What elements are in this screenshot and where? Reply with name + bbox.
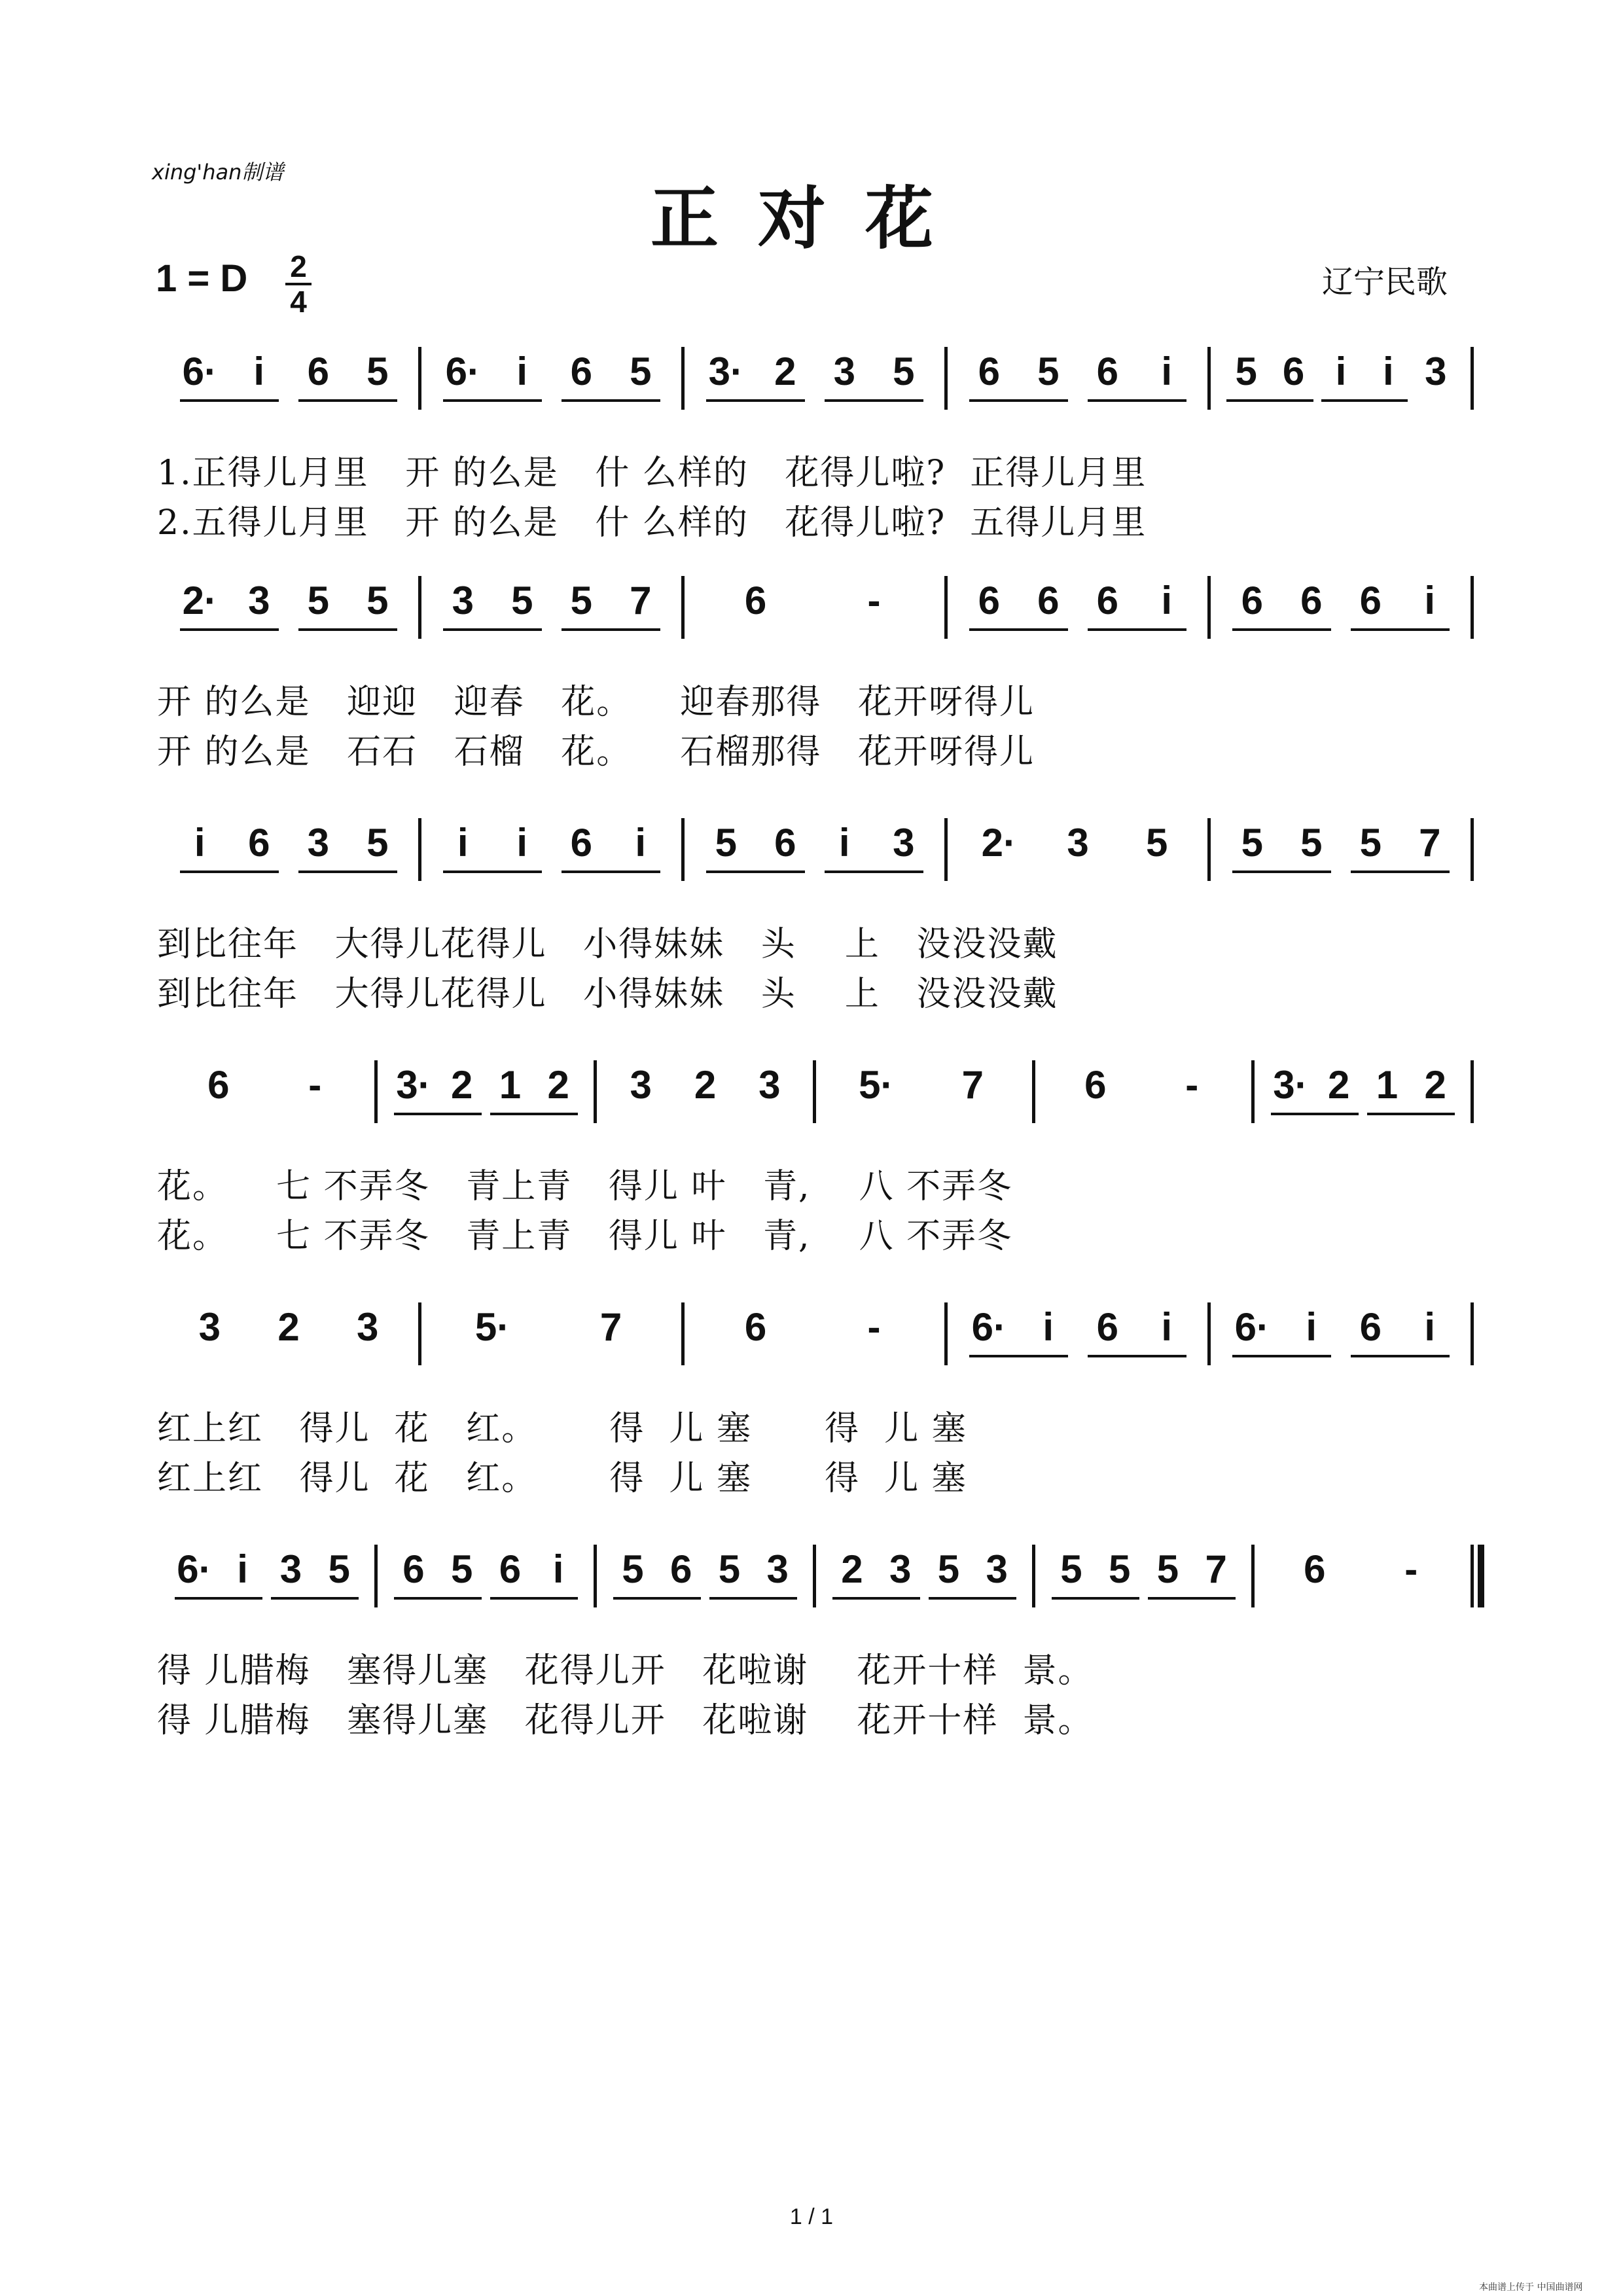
- beam-line: [298, 870, 397, 873]
- beam-line: [443, 399, 542, 402]
- note: 3: [307, 821, 329, 865]
- note: 6: [1304, 1547, 1326, 1591]
- lyrics-verse-1: 1.正得儿月里 开 的么是 什 么样的 花得儿啦? 正得儿月里: [157, 454, 1147, 493]
- note: 2: [450, 1063, 473, 1107]
- bar-line: [418, 576, 421, 639]
- beam-line: [298, 399, 397, 402]
- note: i: [1043, 1305, 1054, 1349]
- lyrics-verse-1: 红上红 得儿 花 红。 得 儿 塞 得 儿 塞: [157, 1409, 967, 1448]
- note: i: [253, 350, 265, 393]
- note: 5: [1060, 1547, 1082, 1591]
- beam-line: [1088, 399, 1186, 402]
- beam-line: [1232, 870, 1331, 873]
- bar-line: [1251, 1060, 1255, 1123]
- note: 6: [307, 350, 329, 393]
- beam-line: [1232, 628, 1331, 631]
- note: -: [867, 1305, 881, 1349]
- note: i: [457, 821, 469, 865]
- note: 3·: [1273, 1063, 1308, 1107]
- final-bar-line: [1478, 1545, 1484, 1607]
- note: 2: [1424, 1063, 1446, 1107]
- note: 3: [630, 1063, 652, 1107]
- note: 6: [744, 1305, 767, 1349]
- note: 5·: [859, 1063, 894, 1107]
- bar-line: [1471, 576, 1474, 639]
- note: i: [838, 821, 850, 865]
- beam-line: [706, 399, 805, 402]
- beam-line: [562, 399, 660, 402]
- note: 5: [718, 1547, 741, 1591]
- bar-line: [1471, 1060, 1474, 1123]
- note: 2: [547, 1063, 569, 1107]
- bar-line: [813, 1545, 816, 1607]
- bar-line: [944, 576, 948, 639]
- note: 5: [1145, 821, 1168, 865]
- bar-line: [1207, 347, 1211, 410]
- bar-line: [944, 818, 948, 881]
- note: 6: [978, 350, 1000, 393]
- bar-line: [681, 1302, 685, 1365]
- bar-line: [681, 347, 685, 410]
- beam-line: [394, 1597, 482, 1600]
- beam-line: [929, 1597, 1016, 1600]
- lyrics-verse-1: 到比往年 大得儿花得儿 小得妹妹 头 上 没没没戴: [157, 925, 1058, 964]
- note: 3: [893, 821, 915, 865]
- note: 5: [450, 1547, 473, 1591]
- beam-line: [825, 399, 923, 402]
- beam-line: [969, 628, 1068, 631]
- note: 5: [937, 1547, 960, 1591]
- note: i: [516, 821, 528, 865]
- beam-line: [706, 870, 805, 873]
- bar-line: [944, 1302, 948, 1365]
- beam-line: [832, 1597, 920, 1600]
- song-title: 正对花: [650, 178, 972, 259]
- bar-line: [1032, 1060, 1035, 1123]
- note: 2: [277, 1305, 300, 1349]
- note: i: [1383, 350, 1394, 393]
- beam-line: [443, 870, 542, 873]
- note: 6: [744, 579, 767, 622]
- note: 5: [366, 350, 389, 393]
- note: 6: [207, 1063, 230, 1107]
- notation-row: [0, 1545, 1623, 1623]
- note: 6·: [177, 1547, 212, 1591]
- note: 3: [452, 579, 474, 622]
- note: i: [1335, 350, 1347, 393]
- note: 3: [248, 579, 270, 622]
- note: 6: [248, 821, 270, 865]
- beam-line: [175, 1597, 262, 1600]
- note: i: [1424, 579, 1436, 622]
- beam-line: [298, 628, 397, 631]
- note: 5: [1156, 1547, 1179, 1591]
- bar-line: [374, 1545, 378, 1607]
- note: i: [516, 350, 528, 393]
- note: 6: [978, 579, 1000, 622]
- note: 6: [1359, 1305, 1382, 1349]
- note: 6·: [1234, 1305, 1270, 1349]
- note: 6: [669, 1547, 692, 1591]
- note: i: [1424, 1305, 1436, 1349]
- note: -: [1185, 1063, 1199, 1107]
- beam-line: [1052, 1597, 1139, 1600]
- note: 2: [841, 1547, 863, 1591]
- bar-line: [594, 1060, 597, 1123]
- beam-line: [443, 628, 542, 631]
- bar-line: [1207, 818, 1211, 881]
- note: 2: [1327, 1063, 1350, 1107]
- bar-line: [1471, 818, 1474, 881]
- note: 5: [715, 821, 737, 865]
- lyrics-verse-1: 开 的么是 迎迎 迎春 花。 迎春那得 花开呀得儿: [157, 683, 1035, 722]
- note: 3: [356, 1305, 379, 1349]
- note: 3·: [396, 1063, 431, 1107]
- notation-row: [0, 818, 1623, 897]
- note: 5: [622, 1547, 644, 1591]
- note: 3: [279, 1547, 302, 1591]
- lyrics-verse-1: 得 儿腊梅 塞得儿塞 花得儿开 花啦谢 花开十样 景。: [157, 1651, 1094, 1691]
- lyrics-verse-2: 红上红 得儿 花 红。 得 儿 塞 得 儿 塞: [157, 1459, 967, 1498]
- note: i: [635, 821, 647, 865]
- beam-line: [969, 1355, 1068, 1357]
- beam-line: [1351, 628, 1450, 631]
- note: 3: [833, 350, 855, 393]
- beam-line: [1351, 870, 1450, 873]
- bar-line: [1032, 1545, 1035, 1607]
- note: 3: [766, 1547, 789, 1591]
- note: 6: [570, 821, 592, 865]
- note: i: [1161, 1305, 1173, 1349]
- note: 7: [961, 1063, 984, 1107]
- beam-line: [1321, 399, 1408, 402]
- bar-line: [681, 576, 685, 639]
- note: i: [1161, 350, 1173, 393]
- bar-line: [1471, 1545, 1474, 1607]
- note: 6: [774, 821, 796, 865]
- note: 6: [1084, 1063, 1107, 1107]
- beam-line: [1088, 628, 1186, 631]
- note: 5: [1108, 1547, 1131, 1591]
- note: 5: [328, 1547, 350, 1591]
- bar-line: [1207, 576, 1211, 639]
- beam-line: [1367, 1113, 1455, 1115]
- note: 7: [630, 579, 652, 622]
- bar-line: [944, 347, 948, 410]
- note: 6: [1096, 350, 1118, 393]
- bar-line: [1207, 1302, 1211, 1365]
- note: 2: [694, 1063, 717, 1107]
- bar-line: [1251, 1545, 1255, 1607]
- upload-note: 本曲谱上传于 中国曲谱网: [1479, 2282, 1583, 2293]
- note: 7: [1419, 821, 1441, 865]
- beam-line: [825, 870, 923, 873]
- lyrics-verse-2: 得 儿腊梅 塞得儿塞 花得儿开 花啦谢 花开十样 景。: [157, 1701, 1094, 1740]
- bar-line: [1471, 1302, 1474, 1365]
- note: 7: [1205, 1547, 1227, 1591]
- note: -: [308, 1063, 322, 1107]
- bar-line: [418, 1302, 421, 1365]
- beam-line: [1226, 399, 1313, 402]
- note: 3: [889, 1547, 912, 1591]
- note: 7: [599, 1305, 622, 1349]
- note: 3: [1067, 821, 1089, 865]
- meter-bottom: 4: [290, 285, 307, 319]
- note: 5: [1359, 821, 1382, 865]
- bar-line: [594, 1545, 597, 1607]
- lyrics-verse-2: 到比往年 大得儿花得儿 小得妹妹 头 上 没没没戴: [157, 975, 1058, 1014]
- note: 5: [366, 821, 389, 865]
- beam-line: [271, 1597, 359, 1600]
- note: 2·: [182, 579, 217, 622]
- note: 2: [774, 350, 796, 393]
- note: 5: [366, 579, 389, 622]
- note: 5: [1300, 821, 1323, 865]
- note: 3·: [708, 350, 743, 393]
- bar-line: [813, 1060, 816, 1123]
- note: 6·: [971, 1305, 1007, 1349]
- beam-line: [394, 1113, 482, 1115]
- note: 3: [986, 1547, 1008, 1591]
- beam-line: [180, 870, 279, 873]
- key-signature: 1 = D: [156, 257, 248, 300]
- note: 5: [1235, 350, 1257, 393]
- note: 5: [893, 350, 915, 393]
- note: 6: [402, 1547, 425, 1591]
- note: 6: [1300, 579, 1323, 622]
- notation-row: [0, 1302, 1623, 1381]
- bar-line: [374, 1060, 378, 1123]
- credit-text: xing'han制谱: [152, 160, 284, 185]
- note: 6·: [182, 350, 217, 393]
- note: i: [1161, 579, 1173, 622]
- note: 2·: [981, 821, 1016, 865]
- note: i: [194, 821, 205, 865]
- beam-line: [1351, 1355, 1450, 1357]
- beam-line: [709, 1597, 797, 1600]
- beam-line: [562, 628, 660, 631]
- note: 6·: [445, 350, 480, 393]
- note: 6: [570, 350, 592, 393]
- note: 3: [198, 1305, 221, 1349]
- bar-line: [1471, 347, 1474, 410]
- beam-line: [490, 1597, 578, 1600]
- meter-top: 2: [290, 249, 307, 283]
- bar-line: [418, 818, 421, 881]
- lyrics-verse-2: 花。 七 不弄冬 青上青 得儿 叶 青, 八 不弄冬: [157, 1217, 1013, 1256]
- bar-line: [681, 818, 685, 881]
- beam-line: [562, 870, 660, 873]
- note: 5: [570, 579, 592, 622]
- beam-line: [180, 399, 279, 402]
- note: 5: [307, 579, 329, 622]
- note: 5: [1037, 350, 1060, 393]
- note: 6: [1096, 579, 1118, 622]
- lyrics-verse-2: 2.五得儿月里 开 的么是 什 么样的 花得儿啦? 五得儿月里: [157, 503, 1147, 543]
- note: 5: [1241, 821, 1263, 865]
- note: i: [237, 1547, 248, 1591]
- time-signature: [285, 251, 312, 317]
- note: -: [867, 579, 881, 622]
- beam-line: [1271, 1113, 1359, 1115]
- note: 3: [1425, 350, 1447, 393]
- lyrics-verse-2: 开 的么是 石石 石榴 花。 石榴那得 花开呀得儿: [157, 732, 1035, 772]
- note: 3: [758, 1063, 781, 1107]
- page-number: 1 / 1: [789, 2204, 834, 2229]
- note: 6: [1096, 1305, 1118, 1349]
- note: 5·: [474, 1305, 510, 1349]
- note: 6: [1241, 579, 1263, 622]
- bar-line: [418, 347, 421, 410]
- note: 6: [1359, 579, 1382, 622]
- note: i: [1306, 1305, 1317, 1349]
- note: 5: [511, 579, 533, 622]
- note: -: [1404, 1547, 1418, 1591]
- note: 6: [499, 1547, 522, 1591]
- note: i: [552, 1547, 564, 1591]
- note: 1: [499, 1063, 522, 1107]
- beam-line: [1148, 1597, 1236, 1600]
- lyrics-verse-1: 花。 七 不弄冬 青上青 得儿 叶 青, 八 不弄冬: [157, 1167, 1013, 1206]
- beam-line: [1232, 1355, 1331, 1357]
- beam-line: [613, 1597, 701, 1600]
- song-origin: 辽宁民歌: [1322, 264, 1448, 300]
- beam-line: [1088, 1355, 1186, 1357]
- note: 1: [1376, 1063, 1399, 1107]
- note: 5: [630, 350, 652, 393]
- beam-line: [180, 628, 279, 631]
- beam-line: [490, 1113, 578, 1115]
- notation-row: [0, 1060, 1623, 1139]
- notation-row: [0, 347, 1623, 425]
- note: 6: [1282, 350, 1305, 393]
- note: 6: [1037, 579, 1060, 622]
- beam-line: [969, 399, 1068, 402]
- notation-row: [0, 576, 1623, 655]
